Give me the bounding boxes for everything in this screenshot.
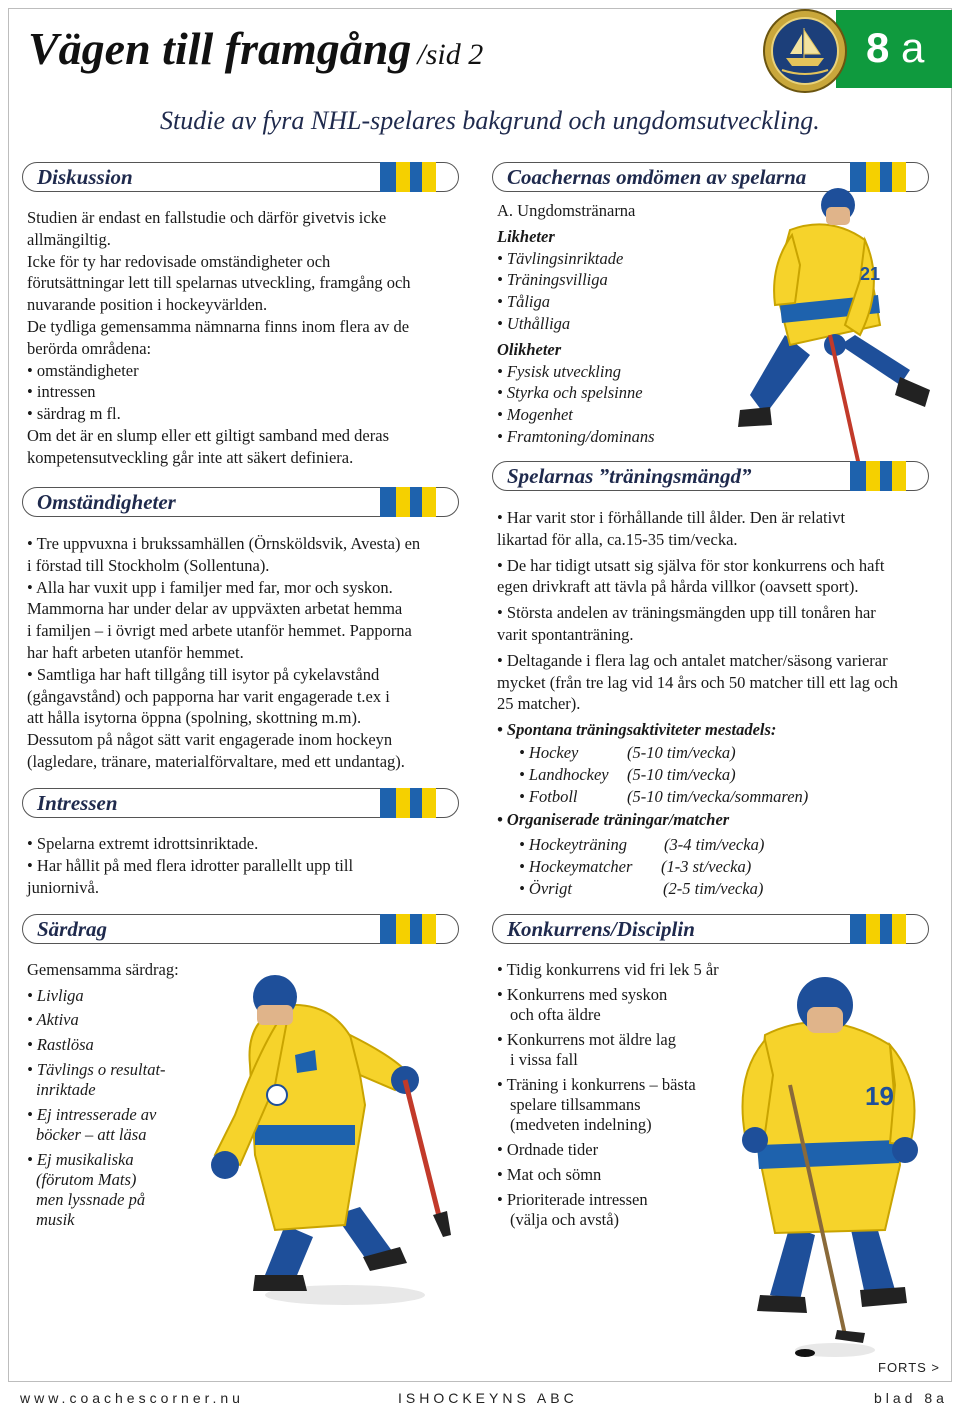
likheter-label: Likheter [497, 226, 555, 246]
list-item: • Ej intresserade av [27, 1105, 157, 1124]
list-item: • Konkurrens mot äldre lag [497, 1030, 676, 1049]
list-item: • Tåliga [497, 292, 550, 312]
activity-value: (5-10 tim/vecka) [627, 743, 736, 762]
text-line: i familjen – i övrigt med arbete utanför hemmet. Papporna [27, 621, 412, 641]
activity-value: (5-10 tim/vecka) [627, 764, 736, 784]
list-item: • Ordnade tider [497, 1140, 599, 1159]
list-item: • Konkurrens med syskon [497, 985, 668, 1004]
section-title: Särdrag [37, 917, 108, 941]
text-line: juniornivå. [27, 877, 99, 897]
flag-stripes-icon [850, 461, 906, 491]
list-item: • Tävlings o resultat- [27, 1060, 166, 1079]
text-line: • särdrag m fl. [27, 404, 121, 424]
organiserade-label: • Organiserade träningar/matcher [497, 810, 730, 829]
activity-name: • Fotboll [519, 786, 578, 806]
text-line: • Tre uppvuxna i brukssamhällen (Örnsköldsvik, Avesta) en [27, 534, 421, 553]
text-line: varit spontanträning. [497, 624, 634, 644]
list-item: • Träning i konkurrens – bästa [497, 1075, 696, 1094]
diskussion-text [27, 207, 467, 469]
list-item [519, 742, 939, 764]
activity-name: • Landhockey [519, 764, 609, 784]
continued-label: FORTS > [878, 1360, 941, 1375]
list-item [519, 834, 939, 856]
text-line: Mammorna har under delar av uppväxten arbetat hemma [27, 599, 403, 619]
list-item: • Mat och sömn [497, 1165, 602, 1184]
activity-name: • Hockeymatcher [519, 856, 633, 876]
list-item: • Ej musikaliska [27, 1150, 134, 1169]
konkurrens-list [497, 960, 747, 1230]
text-line: har haft arbeten utanför hemmet. [27, 642, 244, 662]
list-item: • Mogenhet [497, 405, 573, 425]
flag-stripes-icon [380, 487, 436, 517]
text-line: (gångavstånd) och papporna har varit engagerade t.ex i [27, 686, 390, 706]
section-title: Spelarnas ”träningsmängd” [507, 464, 752, 488]
list-item: • Rastlösa [27, 1035, 94, 1054]
section-header-intressen [22, 788, 459, 818]
list-item: i vissa fall [510, 1050, 578, 1069]
organiserade-list [519, 834, 939, 899]
text-line: allmängiltig. [27, 229, 111, 249]
hockey-player-image [730, 185, 940, 475]
list-item: • Uthålliga [497, 313, 571, 333]
spontana-label: • Spontana träningsaktiviteter mestadels: [497, 720, 777, 740]
text-line: egen drivkraft att tävla på hårda villkor (oavsett sport). [497, 577, 859, 597]
text-line: Dessutom på något sätt varit engagerade inom hockeyn [27, 730, 393, 750]
footer-sheet: blad 8a [874, 1390, 948, 1406]
section-title: Omständigheter [37, 490, 176, 514]
footer-website: www.coachescorner.nu [20, 1390, 244, 1406]
coacher-text [497, 200, 747, 448]
page-title [28, 22, 483, 75]
section-title: Intressen [37, 791, 118, 815]
activity-value: (5-10 tim/vecka/sommaren) [627, 786, 809, 806]
activity-value: (3-4 tim/vecka) [664, 835, 765, 854]
section-title: Konkurrens/Disciplin [507, 917, 695, 941]
list-item: • Prioriterade intressen [497, 1190, 648, 1209]
activity-name: • Övrigt [519, 878, 572, 898]
section-header-omstandigheter [22, 487, 459, 517]
section-header-diskussion [22, 162, 459, 192]
sheet-tag [866, 24, 924, 72]
text-line: De tydliga gemensamma nämnarna finns inom flera av de [27, 316, 410, 336]
list-item: böcker – att läsa [36, 1125, 147, 1144]
activity-value: (2-5 tim/vecka) [663, 878, 764, 898]
list-item: inriktade [36, 1080, 96, 1099]
sardrag-intro: Gemensamma särdrag: [27, 960, 179, 979]
list-item: musik [36, 1210, 75, 1229]
section-title: Coachernas omdömen av spelarna [507, 165, 807, 189]
text-line: • Har hållit på med flera idrotter parallellt upp till [27, 855, 354, 875]
list-item: • Livliga [27, 986, 84, 1005]
text-line: nuvarande position i hockeyvärlden. [27, 295, 268, 315]
activity-name: • Hockey [519, 743, 579, 762]
list-item: • Aktiva [27, 1010, 79, 1029]
list-item: • Tidig konkurrens vid fri lek 5 år [497, 960, 719, 979]
flag-stripes-icon [380, 788, 436, 818]
list-item [519, 878, 939, 900]
title-page: /sid 2 [417, 38, 484, 71]
jersey-number: 21 [860, 264, 881, 284]
list-item: (medveten indelning) [510, 1115, 652, 1134]
coacher-intro: A. Ungdomstränarna [497, 201, 636, 220]
hockey-player-image [715, 965, 940, 1360]
text-line: likartad för alla, ca.15-35 tim/vecka. [497, 529, 738, 549]
title-main: Vägen till framgång [28, 23, 412, 74]
list-item: • Träningsvilliga [497, 270, 608, 290]
footer-series: ISHOCKEYNS ABC [398, 1390, 578, 1406]
section-header-sardrag [22, 914, 459, 944]
omstandigheter-text [27, 533, 467, 773]
list-item: (förutom Mats) [36, 1170, 137, 1189]
text-line: • Största andelen av träningsmängden upp till tonåren har [497, 603, 876, 623]
list-item: men lyssnade på [36, 1190, 146, 1209]
tag-letter: a [901, 24, 925, 71]
text-line: Icke för ty har redovisade omständigheter och [27, 251, 331, 271]
olikheter-label: Olikheter [497, 339, 562, 359]
list-item: • Framtoning/dominans [497, 426, 655, 446]
list-item: (välja och avstå) [510, 1210, 620, 1229]
text-line: i förstad till Stockholm (Sollentuna). [27, 555, 270, 575]
text-line: • De har tidigt utsatt sig själva för stor konkurrens och haft [497, 555, 885, 575]
section-header-traningsmangd [492, 461, 929, 491]
text-line: Om det är en slump eller ett giltigt samband med deras [27, 425, 389, 445]
text-line: mycket (från tre lag vid 14 års och 50 matcher till ett lag och [497, 672, 898, 692]
text-line: (lagledare, tränare, materialförvaltare, med ett undantag). [27, 751, 405, 771]
spontana-list [519, 742, 939, 807]
tag-number: 8 [866, 24, 890, 71]
text-line: Studien är endast en fallstudie och därför givetvis icke [27, 208, 387, 227]
flag-stripes-icon [850, 914, 906, 944]
flag-stripes-icon [380, 162, 436, 192]
page-subtitle: Studie av fyra NHL-spelares bakgrund och ungdomsutveckling. [160, 106, 820, 135]
text-line: att hålla isytorna öppna (spolning, skottning m.m). [27, 708, 362, 728]
text-line: • Samtliga har haft tillgång till isytor på cykelavstånd [27, 664, 380, 684]
flag-stripes-icon [380, 914, 436, 944]
section-title: Diskussion [37, 165, 133, 189]
list-item: • Styrka och spelsinne [497, 383, 643, 403]
section-header-konkurrens [492, 914, 929, 944]
text-line: • Har varit stor i förhållande till ålder. Den är relativt [497, 508, 846, 527]
list-item [519, 764, 939, 786]
list-item: • Tävlingsinriktade [497, 248, 624, 268]
activity-value: (1-3 st/vecka) [661, 856, 752, 876]
ship-emblem-icon [760, 8, 850, 94]
list-item: och ofta äldre [510, 1005, 601, 1024]
text-line: • Deltagande i flera lag och antalet matcher/säsong varierar [497, 650, 888, 670]
sardrag-list [27, 986, 197, 1230]
traningsmangd-text [497, 507, 942, 741]
list-item: • Fysisk utveckling [497, 361, 621, 381]
list-item: spelare tillsammans [510, 1095, 641, 1114]
text-line: förutsättningar lett till spelarnas utveckling, framgång och [27, 273, 411, 293]
list-item [519, 786, 939, 808]
jersey-number: 19 [865, 1081, 894, 1111]
text-line: berörda områdena: [27, 338, 152, 358]
activity-name: • Hockeyträning [519, 835, 627, 854]
text-line: • Alla har vuxit upp i familjer med far, mor och syskon. [27, 577, 393, 597]
hockey-player-image [195, 975, 465, 1320]
text-line: • Spelarna extremt idrottsinriktade. [27, 834, 259, 853]
text-line: kompetensutveckling går inte att säkert definiera. [27, 447, 354, 467]
text-line: • intressen [27, 382, 96, 402]
intressen-text [27, 833, 467, 898]
list-item [519, 856, 939, 878]
text-line: • omständigheter [27, 360, 139, 380]
text-line: 25 matcher). [497, 694, 581, 714]
